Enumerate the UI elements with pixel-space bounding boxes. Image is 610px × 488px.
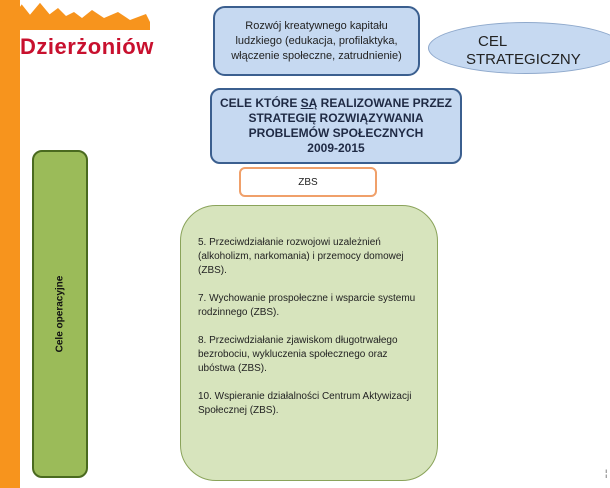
strategic-area-text: Rozwój kreatywnego kapitału ludzkiego (edukacja, profilaktyka, włączenie społeczne, zatrudnienie) — [231, 19, 402, 62]
logo — [0, 0, 160, 64]
goals-line1 — [220, 96, 452, 111]
corner-mark: ¦ — [605, 468, 608, 478]
goals-line3: PROBLEMÓW SPOŁECZNYCH — [248, 126, 424, 140]
strategic-goal-line2: STRATEGICZNY — [466, 51, 581, 68]
goals-line1-suffix: REALIZOWANE PRZEZ — [317, 96, 452, 110]
strategic-goal-line1: CEL — [478, 33, 508, 50]
goals-line4: 2009-2015 — [307, 141, 365, 155]
list-item: 7. Wychowanie prospołeczne i wsparcie systemu rodzinnego (ZBS). — [198, 293, 416, 318]
list-item: 8. Przeciwdziałanie zjawiskom długotrwałego bezrobociu, wykluczenia społecznego oraz ubóstwa (ZBS). — [198, 335, 398, 374]
goals-line1-prefix: CELE KTÓRE — [219, 96, 301, 110]
operational-goals-label: Cele operacyjne — [54, 275, 66, 353]
strategic-area-box — [213, 6, 420, 76]
zbs-box — [239, 167, 377, 197]
list-item: 5. Przeciwdziałanie rozwojowi uzależnień (alkoholizm, narkomania) i przemocy domowej (ZBS). — [198, 237, 404, 276]
strategic-goal-label — [466, 33, 610, 69]
goals-header-box — [210, 88, 462, 164]
list-item: 10. Wspieranie działalności Centrum Aktywizacji Społecznej (ZBS). — [198, 391, 412, 416]
orange-side-bar — [0, 0, 20, 488]
zbs-label: ZBS — [298, 176, 318, 188]
logo-text: Dzierżoniów — [20, 34, 154, 59]
goals-list-box — [180, 205, 438, 481]
goals-line1-underlined: SĄ — [300, 96, 318, 110]
goals-line2: STRATEGIĘ ROZWIĄZYWANIA — [248, 111, 424, 125]
